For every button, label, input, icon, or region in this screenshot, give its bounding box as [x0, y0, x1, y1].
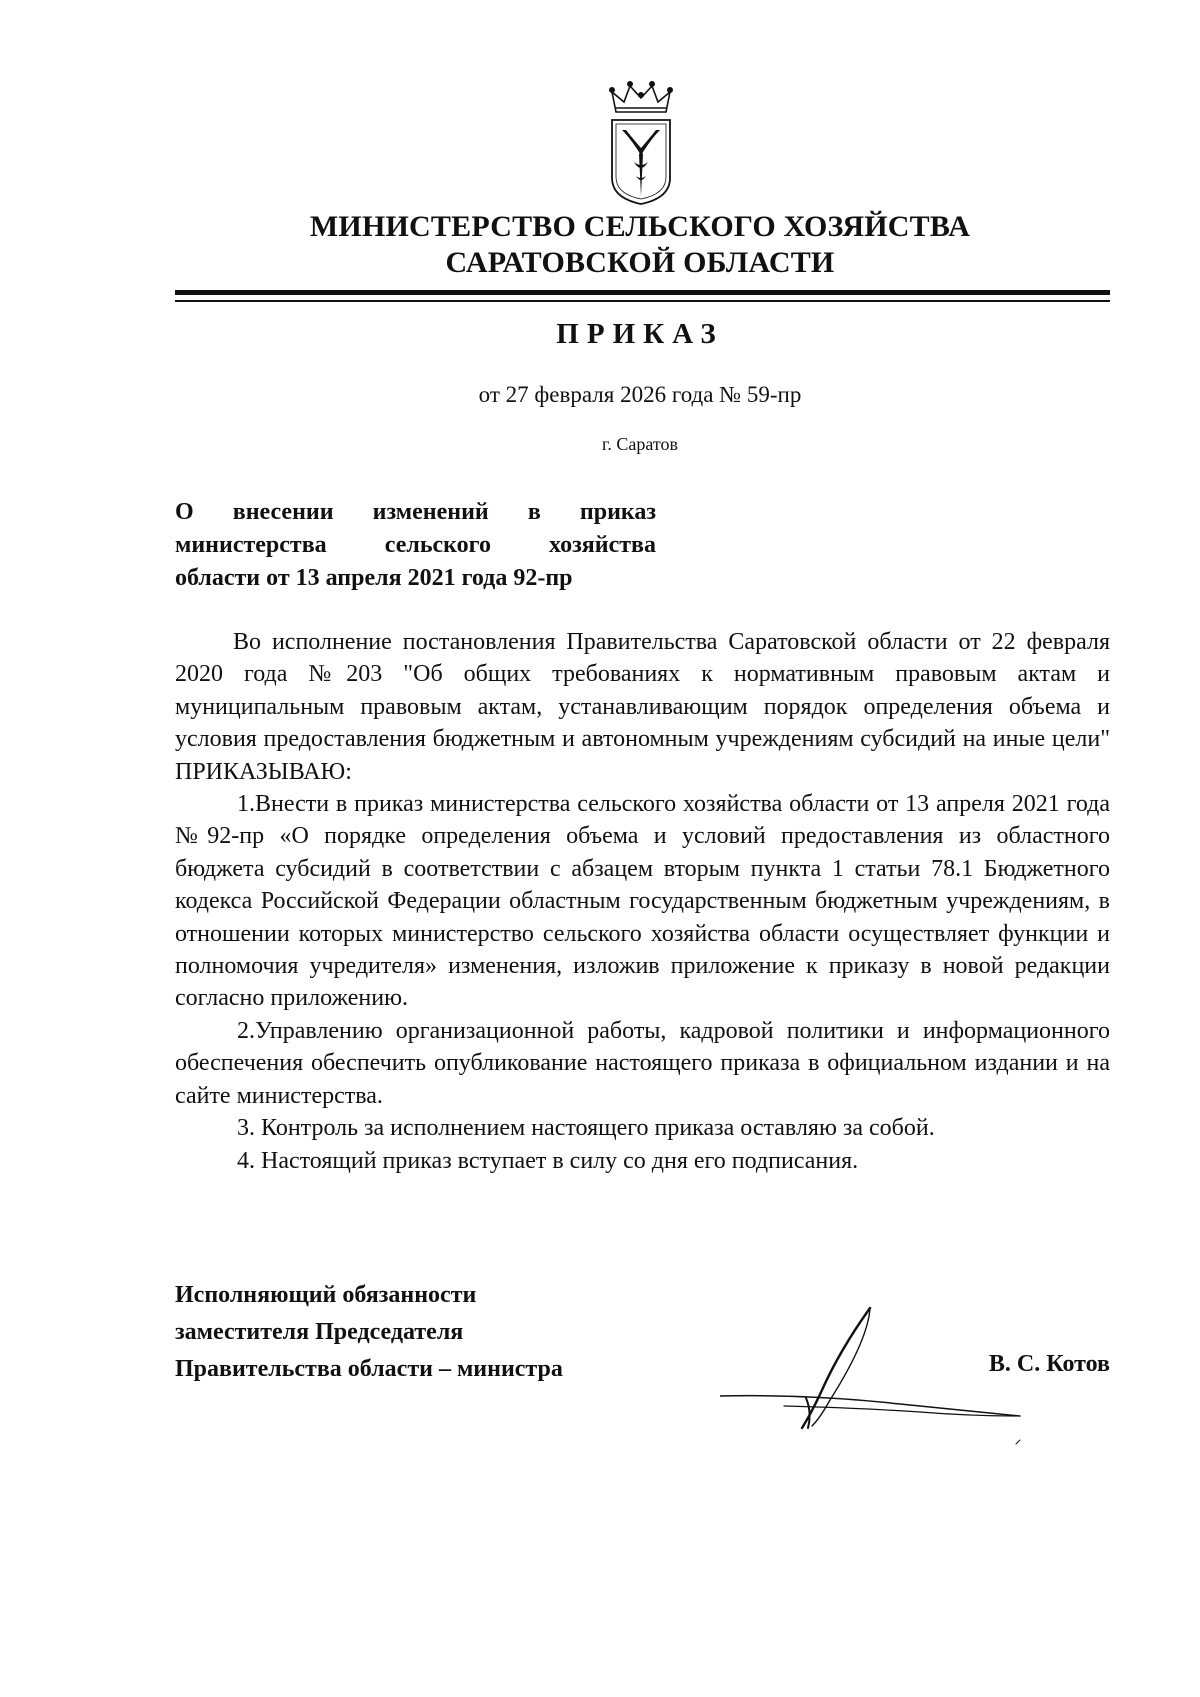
signer-position: [175, 1277, 563, 1388]
header-divider-thin: [175, 300, 1110, 302]
subject-line3: области от 13 апреля 2021 года 92-пр: [175, 565, 573, 591]
order-subject: [175, 496, 656, 595]
order-place: г. Саратов: [602, 434, 678, 454]
ministry-name: [170, 209, 1110, 281]
signer-position-line3: Правительства области – министра: [175, 1356, 563, 1382]
signer-position-line1: Исполняющий обязанности: [175, 1282, 477, 1308]
ministry-name-line2: САРАТОВСКОЙ ОБЛАСТИ: [445, 246, 835, 279]
order-body: [175, 626, 1110, 1177]
signer-name: В. С. Котов: [988, 1351, 1110, 1377]
signer-position-line2: заместителя Председателя: [175, 1319, 464, 1345]
order-item-4: 4. Настоящий приказ вступает в силу со дня его подписания.: [237, 1147, 859, 1174]
subject-line2: министерства сельского хозяйства: [175, 532, 656, 558]
document-type-title: ПРИКАЗ: [556, 318, 724, 350]
coat-of-arms-icon: [604, 78, 678, 206]
ministry-name-line1: МИНИСТЕРСТВО СЕЛЬСКОГО ХОЗЯЙСТВА: [309, 210, 971, 243]
order-item-1: 1.Внести в приказ министерства сельского хозяйства области от 13 апреля 2021 года №92-пр «О порядке определения объема и условий предоставления из областного бюджета субсидий в соответствии с абзацем вторым пункта 1 статьи 78.1 Бюджетного кодекса Российской Федерации областным государственным бюджетным учреждениям, в отношении которых министерство сельского хозяйства области осуществляет функции и полномочия учредителя» изменения, изложив приложение к приказу в новой редакции согласно приложению.: [175, 791, 1110, 1012]
order-date-number: от 27 февраля 2026 года № 59-пр: [478, 382, 802, 407]
preamble-paragraph: Во исполнение постановления Правительства Саратовской области от 22 февраля 2020 года №203 "Об общих требованиях к нормативным правовым актам и муниципальным правовым актам, устанавливающим порядок определения объема и условия предоставления бюджетным и автономным учреждениям субсидий на иные цели" ПРИКАЗЫВАЮ:: [175, 629, 1110, 785]
order-item-3: 3. Контроль за исполнением настоящего приказа оставляю за собой.: [237, 1115, 935, 1142]
subject-line1: О внесении изменений в приказ: [175, 499, 656, 525]
header-divider-thick: [175, 290, 1110, 295]
order-item-2: 2.Управлению организационной работы, кадровой политики и информационного обеспечения обеспечить опубликование настоящего приказа в официальном издании и на сайте министерства.: [175, 1017, 1110, 1109]
